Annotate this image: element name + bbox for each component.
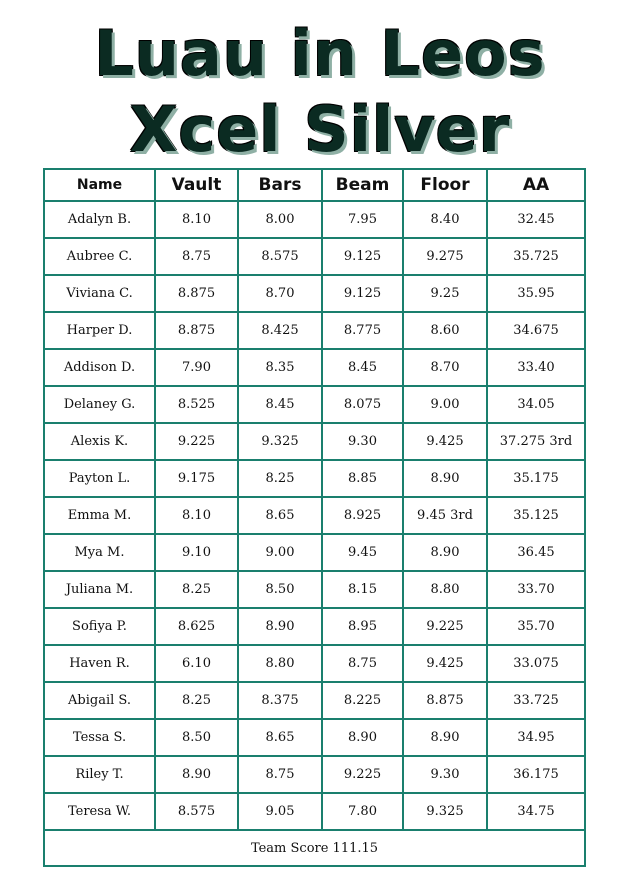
cell-name: Abigail S. — [44, 682, 155, 719]
cell-beam: 9.125 — [322, 238, 403, 275]
table-row — [44, 534, 585, 571]
cell-floor: 8.60 — [403, 312, 487, 349]
cell-floor: 8.90 — [403, 719, 487, 756]
cell-bars: 8.45 — [238, 386, 322, 423]
table-row — [44, 645, 585, 682]
cell-name: Emma M. — [44, 497, 155, 534]
cell-aa: 37.275 3rd — [487, 423, 585, 460]
cell-vault: 8.25 — [155, 571, 238, 608]
cell-bars: 8.00 — [238, 201, 322, 238]
title-line-1: Luau in Leos — [94, 17, 546, 90]
cell-beam: 9.125 — [322, 275, 403, 312]
cell-aa: 35.725 — [487, 238, 585, 275]
header-vault: Vault — [155, 169, 238, 201]
header-name: Name — [44, 169, 155, 201]
table-row — [44, 275, 585, 312]
cell-floor: 9.30 — [403, 756, 487, 793]
cell-bars: 8.425 — [238, 312, 322, 349]
cell-aa: 32.45 — [487, 201, 585, 238]
cell-floor: 9.45 3rd — [403, 497, 487, 534]
table-row — [44, 349, 585, 386]
table-row — [44, 497, 585, 534]
table-row — [44, 682, 585, 719]
cell-vault: 8.575 — [155, 793, 238, 830]
cell-bars: 8.50 — [238, 571, 322, 608]
cell-name: Addison D. — [44, 349, 155, 386]
cell-vault: 8.50 — [155, 719, 238, 756]
cell-beam: 7.95 — [322, 201, 403, 238]
title-line-2: Xcel Silver — [129, 93, 511, 166]
cell-floor: 9.275 — [403, 238, 487, 275]
cell-floor: 8.90 — [403, 534, 487, 571]
cell-bars: 8.65 — [238, 719, 322, 756]
header-floor: Floor — [403, 169, 487, 201]
cell-aa: 35.95 — [487, 275, 585, 312]
header-bars: Bars — [238, 169, 322, 201]
cell-name: Harper D. — [44, 312, 155, 349]
cell-aa: 34.05 — [487, 386, 585, 423]
header-aa: AA — [487, 169, 585, 201]
cell-beam: 8.075 — [322, 386, 403, 423]
cell-beam: 8.925 — [322, 497, 403, 534]
cell-vault: 8.525 — [155, 386, 238, 423]
table-row — [44, 571, 585, 608]
cell-aa: 35.70 — [487, 608, 585, 645]
cell-name: Aubree C. — [44, 238, 155, 275]
cell-vault: 8.625 — [155, 608, 238, 645]
cell-bars: 9.00 — [238, 534, 322, 571]
cell-bars: 9.325 — [238, 423, 322, 460]
cell-name: Viviana C. — [44, 275, 155, 312]
cell-name: Riley T. — [44, 756, 155, 793]
cell-name: Tessa S. — [44, 719, 155, 756]
cell-bars: 8.75 — [238, 756, 322, 793]
header-row — [44, 169, 585, 201]
cell-vault: 6.10 — [155, 645, 238, 682]
team-score: Team Score 111.15 — [44, 830, 585, 866]
cell-name: Payton L. — [44, 460, 155, 497]
cell-aa: 34.95 — [487, 719, 585, 756]
cell-beam: 9.225 — [322, 756, 403, 793]
cell-bars: 8.65 — [238, 497, 322, 534]
cell-vault: 9.225 — [155, 423, 238, 460]
cell-floor: 8.70 — [403, 349, 487, 386]
cell-vault: 8.875 — [155, 312, 238, 349]
title — [0, 10, 640, 178]
cell-vault: 8.90 — [155, 756, 238, 793]
scores-table — [43, 168, 586, 867]
cell-vault: 8.75 — [155, 238, 238, 275]
cell-aa: 33.70 — [487, 571, 585, 608]
cell-bars: 8.70 — [238, 275, 322, 312]
cell-name: Mya M. — [44, 534, 155, 571]
cell-beam: 8.90 — [322, 719, 403, 756]
cell-vault: 9.10 — [155, 534, 238, 571]
cell-name: Alexis K. — [44, 423, 155, 460]
cell-aa: 33.725 — [487, 682, 585, 719]
cell-aa: 35.125 — [487, 497, 585, 534]
cell-name: Sofiya P. — [44, 608, 155, 645]
table-row — [44, 719, 585, 756]
cell-beam: 8.775 — [322, 312, 403, 349]
cell-name: Adalyn B. — [44, 201, 155, 238]
cell-vault: 9.175 — [155, 460, 238, 497]
table-row — [44, 238, 585, 275]
table-row — [44, 201, 585, 238]
cell-name: Juliana M. — [44, 571, 155, 608]
cell-vault: 7.90 — [155, 349, 238, 386]
cell-bars: 8.35 — [238, 349, 322, 386]
cell-floor: 8.80 — [403, 571, 487, 608]
team-score-row — [44, 830, 585, 866]
cell-aa: 36.45 — [487, 534, 585, 571]
cell-aa: 34.675 — [487, 312, 585, 349]
cell-beam: 8.225 — [322, 682, 403, 719]
table-row — [44, 423, 585, 460]
cell-beam: 7.80 — [322, 793, 403, 830]
cell-beam: 9.45 — [322, 534, 403, 571]
table-row — [44, 793, 585, 830]
cell-vault: 8.875 — [155, 275, 238, 312]
cell-beam: 8.45 — [322, 349, 403, 386]
table-row — [44, 312, 585, 349]
cell-beam: 8.15 — [322, 571, 403, 608]
cell-bars: 8.80 — [238, 645, 322, 682]
cell-vault: 8.25 — [155, 682, 238, 719]
cell-aa: 35.175 — [487, 460, 585, 497]
cell-beam: 8.75 — [322, 645, 403, 682]
cell-aa: 33.40 — [487, 349, 585, 386]
table-row — [44, 756, 585, 793]
table-row — [44, 608, 585, 645]
cell-aa: 33.075 — [487, 645, 585, 682]
header-beam: Beam — [322, 169, 403, 201]
cell-aa: 34.75 — [487, 793, 585, 830]
cell-beam: 8.85 — [322, 460, 403, 497]
cell-floor: 9.225 — [403, 608, 487, 645]
score-body — [44, 201, 585, 830]
cell-bars: 8.375 — [238, 682, 322, 719]
cell-bars: 8.25 — [238, 460, 322, 497]
cell-floor: 9.425 — [403, 423, 487, 460]
cell-floor: 9.425 — [403, 645, 487, 682]
cell-name: Teresa W. — [44, 793, 155, 830]
cell-aa: 36.175 — [487, 756, 585, 793]
cell-name: Delaney G. — [44, 386, 155, 423]
cell-bars: 9.05 — [238, 793, 322, 830]
cell-beam: 8.95 — [322, 608, 403, 645]
cell-vault: 8.10 — [155, 201, 238, 238]
cell-floor: 9.325 — [403, 793, 487, 830]
cell-vault: 8.10 — [155, 497, 238, 534]
cell-floor: 8.40 — [403, 201, 487, 238]
cell-beam: 9.30 — [322, 423, 403, 460]
table-row — [44, 386, 585, 423]
table-row — [44, 460, 585, 497]
cell-floor: 9.25 — [403, 275, 487, 312]
cell-bars: 8.575 — [238, 238, 322, 275]
cell-bars: 8.90 — [238, 608, 322, 645]
cell-name: Haven R. — [44, 645, 155, 682]
cell-floor: 8.875 — [403, 682, 487, 719]
cell-floor: 9.00 — [403, 386, 487, 423]
cell-floor: 8.90 — [403, 460, 487, 497]
